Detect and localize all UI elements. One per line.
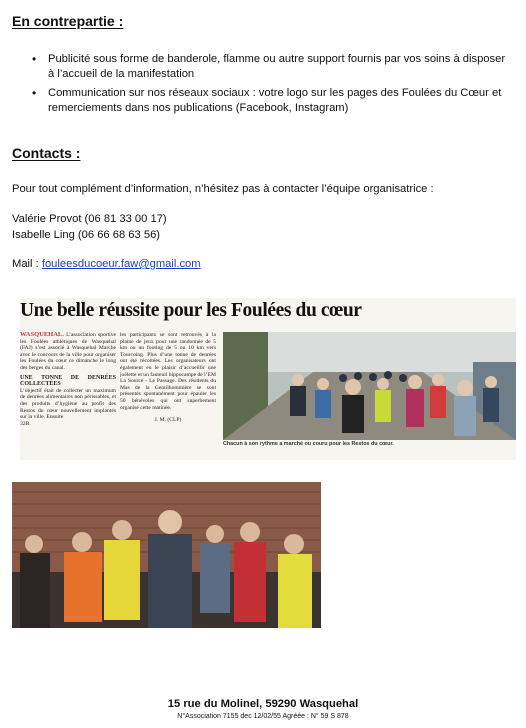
clipping-body: les participants se sont retrouvés à la plaine de jeux pour une randonnée de 5 km ou un footing de 5 ou 10 km vers Tourcoing. Plus d’une tonne de denrées ont été récoltées. Les organisateurs ont également eu le plaisir d’accueillir une joëlette et un fauteuil hippocampe de l’EM La Source - Le Passage. Des résidents du Mas de la Gentilhommière se sont présentés spontanément pour épauler les 50 bénévoles qui ont superbement organisé cette matinée. xyxy=(120,332,216,411)
list-item: • Communication sur nos réseaux sociaux : votre logo sur les pages des Foulées du Cœur et remerciements dans nos publications (Facebook, Instagram) xyxy=(30,86,510,116)
contrepartie-heading: En contrepartie : xyxy=(12,13,124,29)
clipping-signature: J. M. (CLP) xyxy=(154,417,182,424)
clipping-column-1 xyxy=(20,332,116,452)
footer-address: 15 rue du Molinel, 59290 Wasquehal xyxy=(167,698,359,710)
clipping-foot: 32B. xyxy=(20,420,31,427)
clipping-subhead: UNE TONNE DE DENRÉES COLLECTÉES xyxy=(20,374,116,388)
list-item: • Publicité sous forme de banderole, flamme ou autre support fournis par vos soins à disposer à l’accueil de la manifestation xyxy=(30,52,510,82)
clipping-photo xyxy=(223,332,516,440)
mail-line xyxy=(12,257,201,272)
contacts-heading: Contacts : xyxy=(12,145,81,161)
contrepartie-list xyxy=(30,52,510,120)
mail-label: Mail : xyxy=(12,258,42,270)
contact-person: Valérie Provot (06 81 33 00 17) xyxy=(12,213,167,225)
mail-link[interactable]: fouleesducoeur.faw@gmail.com xyxy=(41,258,201,270)
clipping-caption: Chacun à son rythme a marché ou couru pour les Restos du cœur. xyxy=(223,441,394,447)
contacts-intro: Pour tout complément d’information, n’hésitez pas à contacter l’équipe organisatrice : xyxy=(12,183,434,195)
newspaper-clipping xyxy=(20,298,516,460)
clipping-body: L’objectif était de collecter un maximum de denrées alimentaires non périssables, et des produits d’hygiène au profit des Restos du cœur nouvellement implantés sur la ville. Ensuite xyxy=(20,387,116,421)
volunteers-photo xyxy=(12,482,321,628)
contact-person: Isabelle Ling (06 66 68 63 56) xyxy=(12,229,161,241)
footer-association: N°Association 7155 dec 12/02/55 Agréée : N° 59 S 878 xyxy=(177,713,349,720)
clipping-column-2 xyxy=(120,332,216,452)
clipping-lead: L’association sportive les Foulées athlétiques de Wasquehal (FAJ) s’est associé à Wasquehal Marche avec le concours de la ville pour organiser les Foulées du cœur ce dimanche le long des berges du canal. xyxy=(20,332,116,371)
clipping-title: Une belle réussite pour les Foulées du cœur xyxy=(20,300,362,321)
clipping-kicker: WASQUEHAL. xyxy=(20,332,64,338)
